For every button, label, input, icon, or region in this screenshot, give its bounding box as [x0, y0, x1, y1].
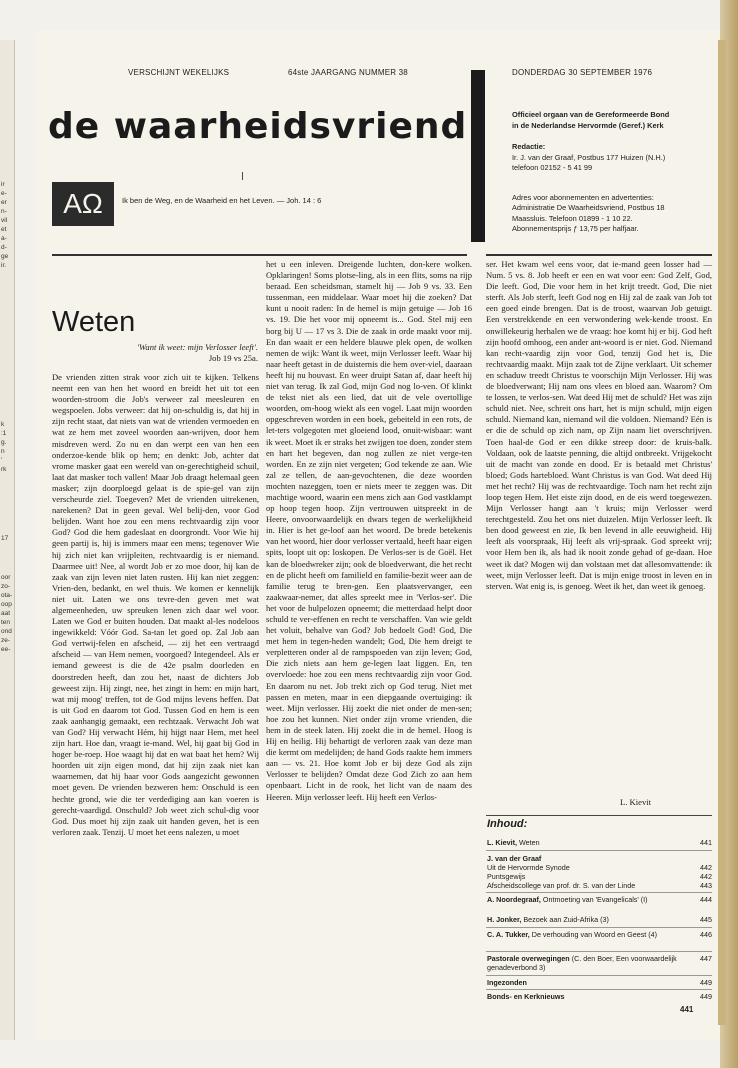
prev-page-fragment: zo- [1, 583, 11, 590]
article-signature: L. Kievit [620, 797, 652, 807]
contents-title: Inhoud: [487, 818, 528, 830]
admin-line-2: Administratie De Waarheidsvriend, Postbus 18 [512, 203, 665, 212]
toc-divider [486, 989, 712, 990]
article-reference: Job 19 vs 25a. [208, 353, 258, 363]
toc-divider [486, 850, 712, 851]
toc-author: Ingezonden [487, 978, 527, 987]
prev-page-fragment: n [1, 448, 5, 455]
prev-page-fragment: ge [1, 253, 9, 260]
toc-title: Bezoek aan Zuid-Afrika (3) [523, 915, 609, 924]
toc-title: Puntsgewijs [487, 872, 526, 882]
masthead-divider-bar [471, 70, 485, 242]
prev-page-fragment: n- [1, 208, 7, 215]
toc-author: A. Noordegraaf, [487, 895, 541, 904]
prev-page-fragment: ond [1, 628, 12, 635]
toc-title: Uit de Hervormde Synode [487, 863, 570, 873]
organ-line-1: Officieel orgaan van de Gereformeerde Bond [512, 110, 670, 119]
prev-page-fragment: a- [1, 235, 7, 242]
toc-page: 441 [700, 838, 712, 847]
prev-page-fragment: ir. [1, 262, 7, 269]
decorative-tick [242, 172, 243, 180]
toc-entry-4 [487, 915, 712, 924]
prev-page-fragment: ze- [1, 637, 11, 644]
page-number: 441 [680, 1005, 694, 1014]
toc-entry-2 [487, 854, 712, 890]
article-quote: 'Want ik weet: mijn Verlosser leeft'. [137, 342, 258, 352]
toc-page: 444 [700, 895, 712, 904]
prev-page-fragment: e- [1, 190, 7, 197]
toc-page: 449 [700, 992, 712, 1001]
article-column-3: ser. Het kwam wel eens voor, dat ie-mand geen losser had — Num. 5 vs. 8. Job heeft er een en wat voor een: God Zelf, God, Die leeft. God, Die voor hem in het krijt treedt. God, Die niet sterft. Als Job sterft, leeft God nog en Hij zal de zaak van Job tot een goed einde brengen. Dat is de troost, waarvan Job getuigt. Een verstrekkende en een verwondering wek-kende troost. En onwillekeurig herhalen we de vraag: hoe komt hij er bij. God heft zijn hoofd omhoog, een ander ant-woord is er niet. God. Niemand kan recht-vaardig zijn voor God, tenzij God het is, Die rechtvaardig maakt. Mijn zaak tot de Zijne verklaart. Uit schemer en schaduw treedt Christus te voorschijn Mijn Verlosser. Hij was de bloedverwant; Hij nam ons vlees en bloed aan. Waarom? Om te lossen, te verlos-sen. Wat deed Hij met de schuld? Het was zijn schuld niet. Nee, schreit ons hart, het is mijn schuld, mijn eigen schuld. Niemand kan, niemand wil die voldoen. Niemand? Eén is er die de schuld op zich nam, op Zijn naam liet overschrijven. Toen haal-de God er een dikke streep door: de kruis-balk. Voldaan, ook de laatste penning, die altijd ontbreekt. Vrijgekocht uit de macht van zonde en dood. Er is betaald met Christus' bloed; Gods hartebloed. Want Christus is van God. Wat deed Hij met het recht? Hij was de rechtvaardige. Toch nam het recht zijn loop tegen Hem. Het eiste zijn dood, en de eis werd toegewezen. Mijn Verlosser hangt aan 't kruis; mijn Verlosser werd terechtgesteld. Zou het ons niet duizelen. Mijn Verlosser leeft. Ik ben dood geweest en zie, Ik ben levend in alle eeuwigheid. Hij leeft als voorspraak, Hij leeft als vrij-spraak. God spreekt vrij; voor Hem ben ik, als had ik nooit zonde gehad of ge-daan. Hoe weet ik dat? Mogen wij dan volstaan met dat allesomvattende: ik weet, mijn Verlosser leeft. Dat is mijn enige troost in leven en in sterven. Wat enig is, is genoeg. Weet ik het, dan weet ik genoeg. [486, 259, 712, 591]
toc-page: 447 [700, 954, 712, 963]
toc-entry-1 [487, 838, 712, 847]
masthead-title: de waarheidsvriend [48, 106, 468, 147]
admin-line-3: Maassluis. Telefoon 01899 - 1 10 22. [512, 213, 633, 223]
toc-author: Bonds- en Kerknieuws [487, 992, 565, 1001]
organ-line-2: in de Nederlandse Hervormde (Geref.) Kerk [512, 120, 664, 130]
page-stack-edge-inner [718, 40, 726, 1025]
publication-info [512, 110, 712, 235]
issue-date: DONDERDAG 30 SEPTEMBER 1976 [512, 68, 653, 77]
publication-frequency: VERSCHIJNT WEKELIJKS [128, 68, 230, 77]
prev-page-fragment: aat [1, 610, 11, 617]
toc-author: J. van der Graaf [487, 854, 542, 863]
prev-page-fragment: ten [1, 619, 11, 626]
contents-rule [486, 815, 712, 816]
toc-entry-7 [487, 978, 712, 987]
prev-page-fragment: ir [1, 181, 5, 188]
admin-line-4: Abonnementsprijs ƒ 13,75 per halfjaar. [512, 224, 639, 233]
prev-page-fragment: ee- [1, 646, 11, 653]
prev-page-fragment: oor [1, 574, 11, 581]
toc-page: 442 [700, 872, 712, 882]
previous-page-edge [0, 40, 15, 1040]
redactie-line-2: telefoon 02152 - 5 41 99 [512, 163, 593, 172]
toc-title: De verhouding van Woord en Geest (4) [531, 930, 658, 939]
prev-page-fragment: er [1, 199, 7, 206]
motto: Ik ben de Weg, en de Waarheid en het Leven. — Joh. 14 : 6 [122, 196, 322, 205]
toc-page: 449 [700, 978, 712, 987]
toc-author: C. A. Tukker, [487, 930, 530, 939]
toc-page: 443 [700, 881, 712, 891]
prev-page-fragment: ota- [1, 592, 13, 599]
prev-page-fragment: oop [1, 601, 12, 608]
header-rule-left [52, 254, 467, 256]
redactie-label: Redactie: [512, 142, 546, 151]
toc-page: 446 [700, 930, 712, 939]
alpha-omega-logo: AΩ [52, 182, 114, 226]
toc-author: H. Jonker, [487, 915, 522, 924]
prev-page-fragment: g. [1, 439, 7, 446]
prev-page-fragment: 17 [1, 535, 9, 542]
prev-page-fragment: k [1, 421, 5, 428]
toc-divider [486, 975, 712, 976]
article-column-1: De vrienden zitten strak voor zich uit te kijken. Telkens neemt een van hen het woord en breidt het uit tot een woorden-stroom die Job's verweer zal meesleuren en wegspoelen. Jobs verweer: dat hij on-schuldig is, dat hij in zijn recht staat, dat niets van wat de vrienden vermoeden en wat ze hem met zoveel woorden aan-wrijven, door hem misdreven werd. Zo nu en dan werpt een van hen een onderzoe-kende blik op hem; en denkt: Job, achter dat vrome masker gaat een wereld van on-gerechtigheid schuil, laat dat masker toch vallen! Maar Job draagt helemaal geen masker; zijn doorploegd gelaat is de spie-gel van zijn verscheurde ziel. Toegeven? Met de vrienden uitrekenen, narekenen? Dat in geen geval. Wel belij-den, voor God belijden. Want hoe zou een mens rechtvaardig zijn voor God? God die hem gadeslaat en doorgrondt. Voor Wie hij geen partij is, hij is immers maar een mens; tegenover Wie hij zich niet kan vrijpleiten, rechtvaardig is er niemand. Daarmee uit! Nee, al wordt Job er zo moe door, hij kan de zaak van zijn leven niet laten rusten. Hij kan niet zeggen: Vrien-den, bedankt, en wel thuis. We komen er kennelijk niet uit. Laten we ons tevre-den geven met wat algemeenheden, uw spreuken lenen zich daar wel voor. Laten we God er buiten houden. Dat maakt al-les nodeloos ingewikkeld: Vóór God. Sa-tan let goed op. Zal Job aan God vertwij-felen en afscheid, — zij het een vertraagd afscheid — van Hem nemen, voorgoed? Integendeel. Als er iemand geweest is die de 42e psalm doorleden en doorstreden heeft, dan zou het, naast de dichters Job geweest zijn. Hij zingt, nee, het zingt in hem: en mijn hart, wat mij moog' treffen, tot de God mijns levens heffen. Dat is uit God en daarom tot God. Tussen God en hem is een zaak aanhangig gemaakt, een rechtzaak. Verwacht Job wat van God? Hij verwacht Hém, hij hijgt naar Hem, met heel zijn hart. Hoe dan, vraagt ie-mand. Wel, hij gaat bij God in hoger be-roep. Hoe waagt hij dat en wat baat het hem? Wij hoorden uit zijn eigen mond, dat hij zijn zaak niet kan waarnemen, dat hij haar voor Gods aangezicht gewonnen moet geven. De vrienden bezweren hem: Onschuld is een hechte grond, wie die ter verdediging aan kan voeren is gerecht-vaardigd. Onschuld? Job weet zich schul-dig voor God. Dus moet hij zijn zaak uit handen geven, het is een verloren zaak. Tenzij. U moet het eens nalezen, u moet [52, 372, 259, 837]
article-column-2: het u een inleven. Dreigende luchten, don-kere wolken. Opklaringen! Soms plotse-ling, als in een flits, soms na rijp beraad. Een scheidsman, stamelt hij — Job 9 vs. 33. Een tussenman, een middelaar. Waar moet hij die zoeken? Dat kunt u nooit raden: In de hemel is mijn getuige — Job 16 vs. 19. Die het voor mij opneemt is... God. Stel mij een borg bij U — 17 vs 3. Die de zaak in orde maakt voor mij. En dan waait er een heldere blauwe plek open, de wolken nemen de wijk: Want ik weet, mijn Verlosser leeft. Waar hij naar heeft getast in de duisternis die hem over-viel, daaraan heeft hij nu houvast. En weer druipt Satan af, daar heeft hij niet van terug. Ik zal God, mijn God nog lo-ven. Of klinkt de tekst niet als een lied, dat uit de vele overtollige woorden, om-hoog wiekt als een vogel. Laat mijn woorden opgeschreven worden in een boek, gebeiteld in een rots, de let-ters volgegoten met gloeiend lood, onuit-wisbaar: want ik weet. Moet ik er straks het zwijgen toe doen, zonder stem en hart het begeven, dan nog zullen ze niet verge-ten worden. En ze zijn niet vergeten; God tekende ze aan. Wie zal ze tellen, de aan-gevochtenen, die deze woorden mochten nazeggen, toen er niets meer te zeggen was. Dit machtige woord, waarin een mens zich aan God vastklampt op hoop tegen hoop. Zijn vertrouwen uitspreekt in de Heere, onvoorwaardelijk en dwars tegen de werkelijkheid in. Hier is het ge-loof aan het woord. De brede betekenis van het woord, hier door verlosser vertaald, heeft haar eigen spits, loopt uit op: loskopen. De Verlos-ser is de Goël. Het kan de bloedwreker zijn; ook de bloedverwant, die het recht en de plicht heeft om familield en familie-bezit weer aan de familie terug te bren-gen. Een plaatsvervanger, een zaakwaar-nemer, dat alles spreekt mee in 'Verlos-ser'. Die het voor de hulpelozen opneemt; die metterdaad helpt door schuld te ver-effenen en recht te verschaffen. Van wie geldt het voluit, behalve van God? Job bedoelt God! God, Die met hem in tegen-heden wandelt; God, Die hem dreigt te verpletteren onder al de rampspoeden van zijn leven; God, Die zich niets aan hem ge-legen laat liggen. En, ten overvloede: hoe zou een mens rechtvaardig zijn voor God. En daarom nu net. Job trekt zich op God terug. Niet met passen en meten, maar in een diepgaande overtuiging: ik weet. Mijn verlosser. Hij zoekt die niet onder de men-sen; hoe zou het kunnen. Niet onder zijn vrome vrienden, die hem in de steek laten. Hij zoekt die in de hemel. Hoog is Hij en heilig. Hij behartigt de verloren zaak van deze man die kermt om medelijden; de hand Gods raakte hem immers aan — vs. 21. Hoe komt Job er bij deze God als zijn Verlosser te belijden? Omdat deze God Zich zo aan hem openbaart. Licht in de rook, het licht van de naam des Heeren. Mijn verlosser leeft. Hij heeft een Verlos- [266, 259, 472, 802]
toc-title: Weten [518, 838, 540, 847]
toc-entry-5 [487, 930, 712, 939]
prev-page-fragment: vil [1, 217, 8, 224]
toc-entry-8 [487, 992, 712, 1001]
toc-title: Ontmoeting van 'Evangelicals' (I) [542, 895, 648, 904]
toc-divider [486, 927, 712, 928]
toc-title: (C. den Boer, Een voorwaardelijk genadeverbond 3) [487, 954, 677, 973]
redactie-line-1: Ir. J. van der Graaf, Postbus 177 Huizen (N.H.) [512, 152, 666, 162]
prev-page-fragment: d- [1, 244, 7, 251]
admin-line-1: Adres voor abonnementen en advertenties: [512, 192, 654, 202]
toc-page: 442 [700, 863, 712, 873]
toc-title: Afscheidscollege van prof. dr. S. van der Linde [487, 881, 636, 891]
volume-issue: 64ste JAARGANG NUMMER 38 [288, 68, 408, 77]
toc-entry-6 [487, 954, 712, 972]
toc-divider [486, 892, 712, 893]
prev-page-fragment: et [1, 226, 7, 233]
prev-page-fragment: :1 [1, 430, 7, 437]
toc-entry-3 [487, 895, 712, 904]
prev-page-fragment: ' [1, 457, 3, 464]
toc-author: L. Kievit, [487, 838, 517, 847]
toc-divider [486, 951, 712, 952]
article-title: Weten [52, 306, 136, 338]
prev-page-fragment: rk [1, 466, 7, 473]
header-rule-right [486, 254, 712, 256]
toc-page: 445 [700, 915, 712, 924]
toc-author: Pastorale overwegingen [487, 954, 570, 963]
